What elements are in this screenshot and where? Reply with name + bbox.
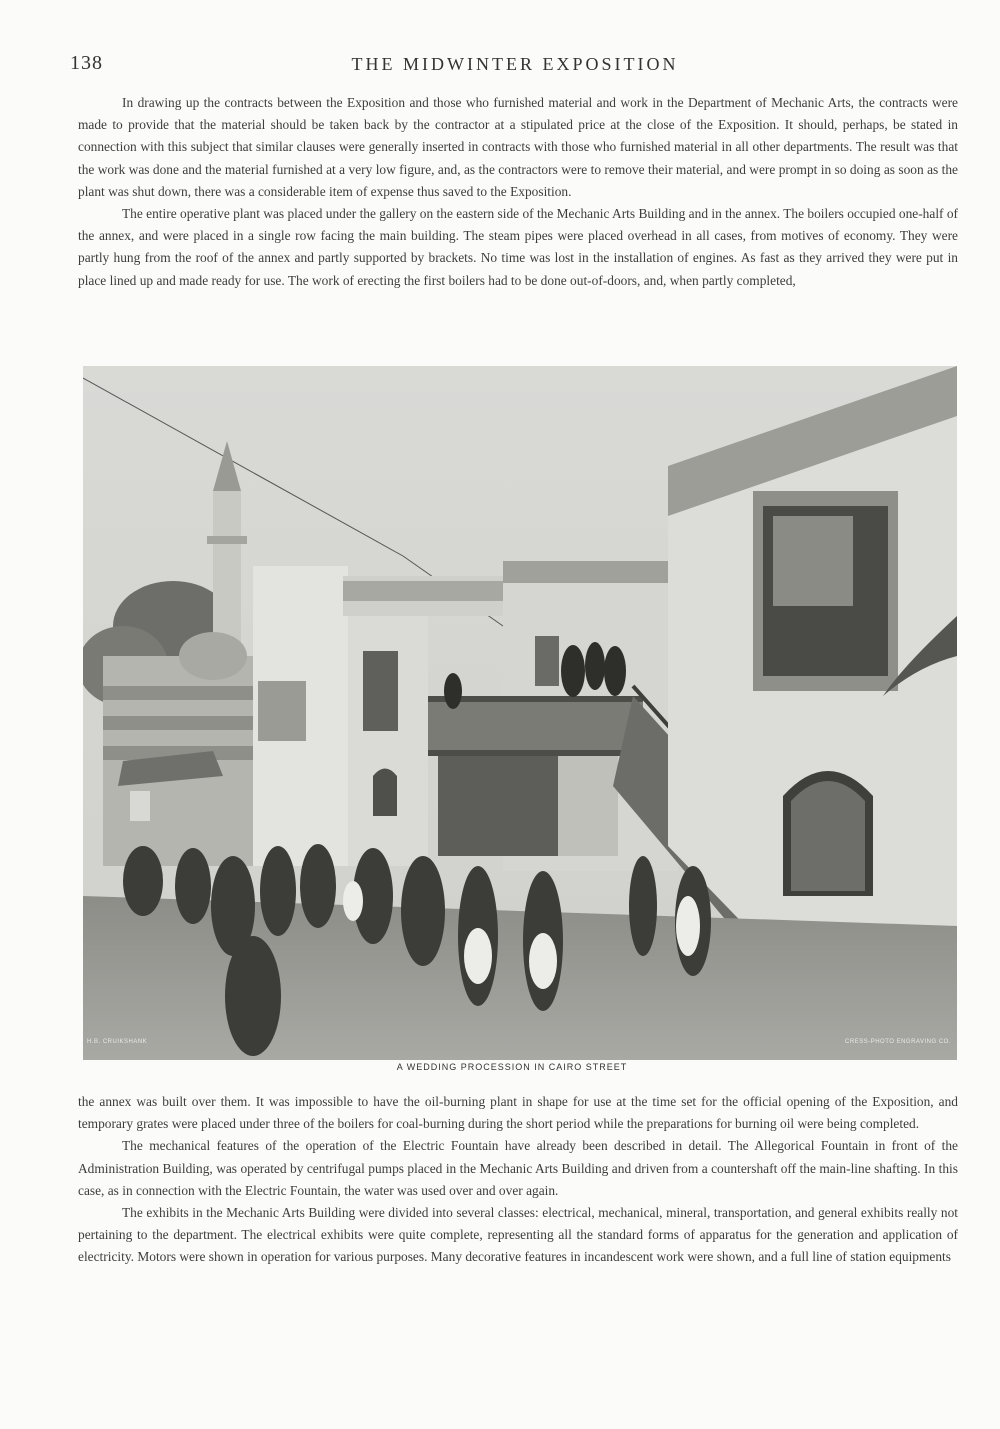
paragraph: The exhibits in the Mechanic Arts Building were divided into several classes: electrical, mechanical, mineral, transportation, and general exhibits really not pertaining to the department. The electrical exhibits were quite complete, representing all the standard forms of apparatus for the generation and application of electricity. Motors were shown in operation for various purposes. Many decorative features in incandescent work were shown, and a full line of station equipments xyxy=(78,1205,958,1265)
photograph-wedding-procession xyxy=(83,366,957,1060)
paragraph: the annex was built over them. It was impossible to have the oil-burning plant in shape for use at the time set for the official opening of the Exposition, and temporary grates were placed under three of the boilers for coal-burning during the short period while the preparations for burning oil were being completed. xyxy=(78,1094,958,1132)
paragraph: The entire operative plant was placed under the gallery on the eastern side of the Mechanic Arts Building and in the annex. The boilers occupied one-half of the annex, and were placed in a single row facing the main building. The steam pipes were placed overhead in all cases, from motives of economy. They were partly hung from the roof of the annex and partly supported by brackets. No time was lost in the installation of engines. As fast as they arrived they were put in place lined up and made ready for use. The work of erecting the first boilers had to be done out-of-doors, and, when partly completed, xyxy=(78,206,959,288)
paragraph: In drawing up the contracts between the Exposition and those who furnished material and work in the Department of Mechanic Arts, the contracts were made to provide that the material should be taken back by the contractor at a stipulated price at the close of the Exposition. It should, perhaps, be stated in connection with this subject that similar clauses were generally inserted in contracts with those who furnished material in all other departments. The result was that the work was done and the material furnished at a very low figure, and, as the contractors were to remove their material, and were prompt in so doing as soon as the plant was shut down, there was a considerable item of expense thus saved to the Exposition. xyxy=(78,95,958,199)
paragraph: The mechanical features of the operation of the Electric Fountain have already been described in detail. The Allegorical Fountain in front of the Administration Building, was operated by centrifugal pumps placed in the Mechanic Arts Building and driven from a countershaft off the main-line shafting. In this case, as in connection with the Electric Fountain, the water was used over and over again. xyxy=(78,1138,958,1198)
page-number: 138 xyxy=(70,52,103,74)
photo-credit-right: CRESS-PHOTO ENGRAVING CO. xyxy=(845,1039,951,1045)
bottom-text-block xyxy=(78,1091,958,1269)
top-text-block xyxy=(78,92,958,292)
photo-credit-left: H.B. CRUIKSHANK xyxy=(87,1039,148,1045)
photo-illustration xyxy=(83,366,957,1060)
figure-caption: A WEDDING PROCESSION IN CAIRO STREET xyxy=(396,1062,628,1072)
running-head: THE MIDWINTER EXPOSITION xyxy=(351,54,679,74)
